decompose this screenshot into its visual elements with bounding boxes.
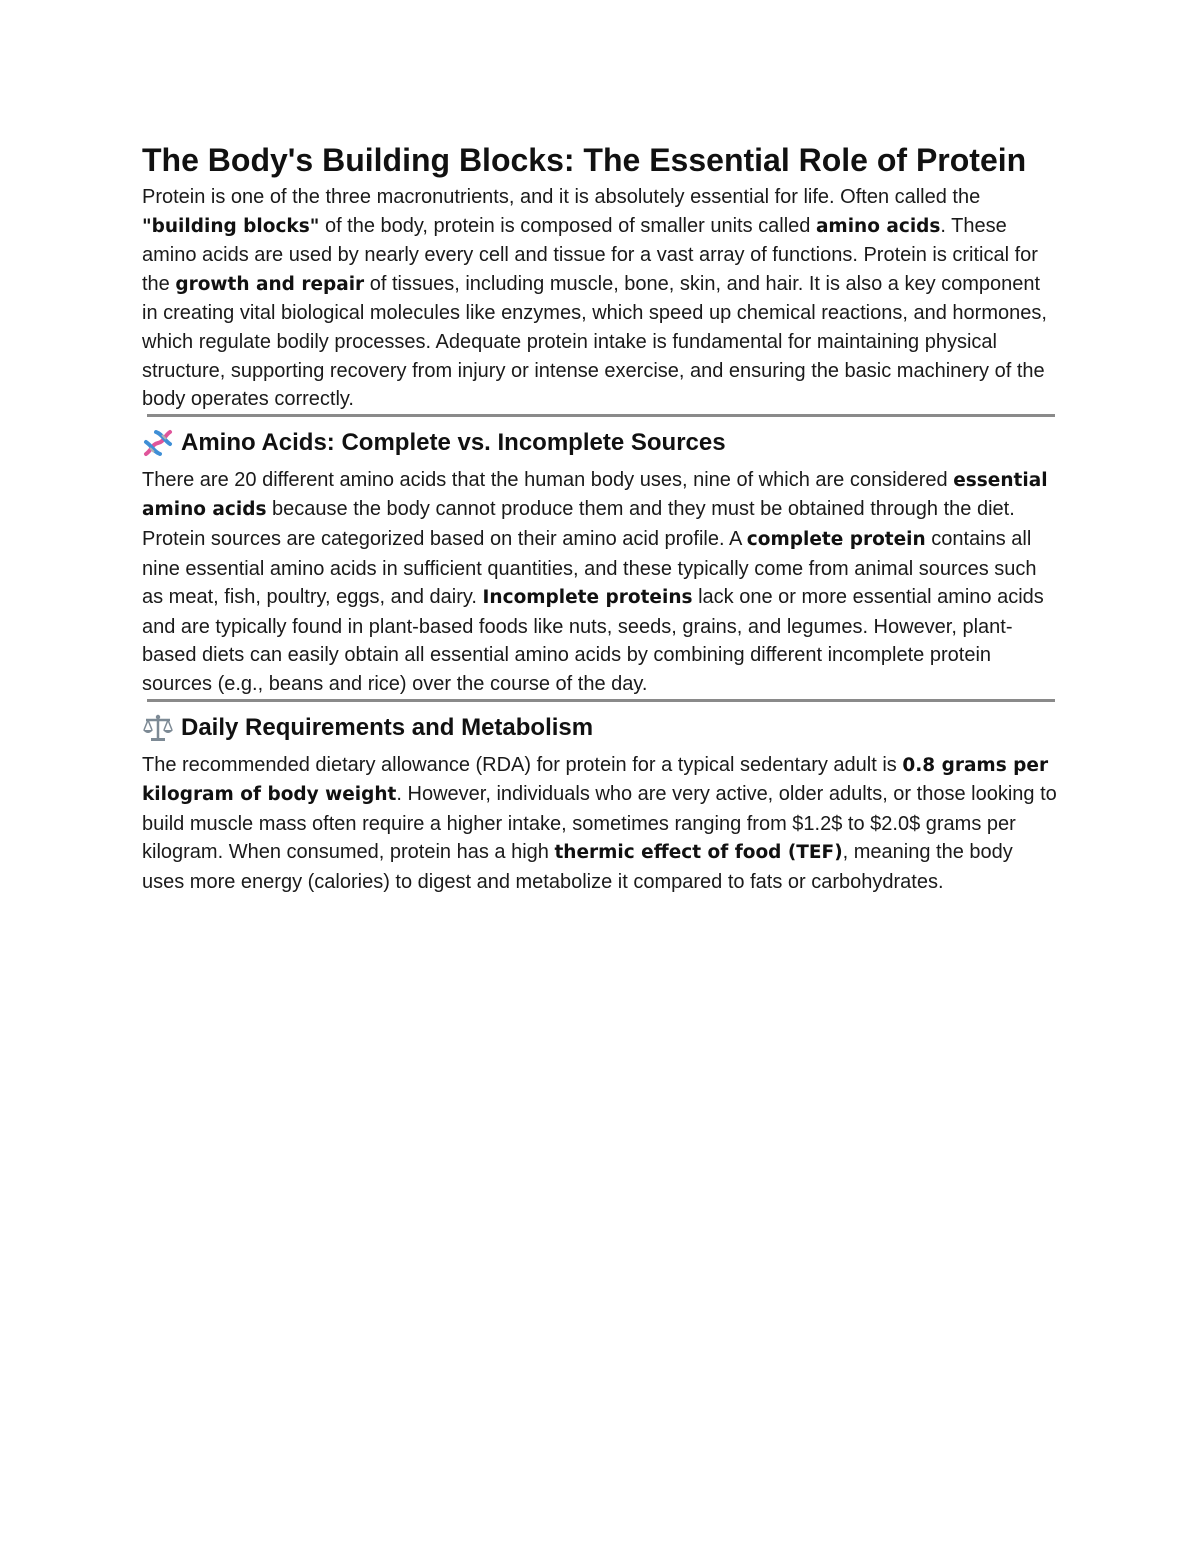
daily-requirements-paragraph — [142, 751, 1060, 897]
s1-bold-incomplete: Incomplete proteins — [482, 587, 693, 609]
intro-text-2: of the body, protein is composed of smaller units called — [319, 214, 816, 237]
s1-bold-essential: essential amino acids — [142, 469, 1048, 521]
s1-bold-complete: complete protein — [746, 528, 926, 550]
section-divider — [147, 699, 1055, 702]
section-heading-text: Amino Acids: Complete vs. Incomplete Sources — [181, 428, 726, 456]
intro-bold-building-blocks: "building blocks" — [142, 215, 320, 237]
section-heading-daily-requirements — [142, 708, 1060, 748]
s2-text-3: , meaning the body uses more energy (calories) to digest and metabolize it compared to fats or carbohydrates. — [142, 841, 1013, 893]
balance-scale-icon — [142, 713, 174, 743]
document-page — [142, 138, 1060, 896]
intro-text-3: . These amino acids are used by nearly every cell and tissue for a vast array of functions. Protein is critical for the — [142, 214, 1038, 295]
intro-paragraph — [142, 183, 1060, 414]
s2-bold-tef: thermic effect of food (TEF) — [554, 842, 843, 864]
intro-text-4: of tissues, including muscle, bone, skin, and hair. It is also a key component in creating vital biological molecules like enzymes, which speed up chemical reactions, and hormones, which regulate bodily processes. Adequate protein intake is fundamental for maintaining physical structure, supporting recovery from injury or intense exercise, and ensuring the basic machinery of the body operates correctly. — [142, 272, 1047, 411]
dna-icon — [142, 428, 174, 458]
amino-acids-paragraph — [142, 466, 1060, 699]
s2-text-1: The recommended dietary allowance (RDA) for protein for a typical sedentary adult is — [142, 753, 903, 776]
section-heading-text: Daily Requirements and Metabolism — [181, 713, 594, 741]
s1-text-4: lack one or more essential amino acids and are typically found in plant-based foods like nuts, seeds, grains, and legumes. However, plant-based diets can easily obtain all essential amino acids by combining different incomplete protein sources (e.g., beans and rice) over the course of the day. — [142, 586, 1044, 695]
intro-bold-amino-acids: amino acids — [815, 215, 941, 237]
intro-bold-growth-repair: growth and repair — [175, 273, 365, 295]
s1-text-2: because the body cannot produce them and they must be obtained through the diet. Protein sources are categorized based on their amino acid profile. A — [142, 498, 1015, 550]
page-title: The Body's Building Blocks: The Essential Role of Protein — [142, 142, 1027, 178]
s1-text-3: contains all nine essential amino acids in sufficient quantities, and these typically come from animal sources such as meat, fish, poultry, eggs, and dairy. — [142, 527, 1037, 609]
s1-text-1: There are 20 different amino acids that the human body uses, nine of which are considered — [142, 468, 954, 491]
s2-bold-rda: 0.8 grams per kilogram of body weight — [142, 754, 1049, 806]
section-heading-amino-acids — [142, 423, 1060, 463]
section-divider — [147, 414, 1055, 417]
s2-text-2: . However, individuals who are very active, older adults, or those looking to build muscle mass often require a higher intake, sometimes ranging from $1.2$ to $2.0$ grams per kilogram. When consumed, protein has a high — [142, 783, 1057, 864]
intro-text-1: Protein is one of the three macronutrients, and it is absolutely essential for life. Often called the — [142, 186, 981, 208]
